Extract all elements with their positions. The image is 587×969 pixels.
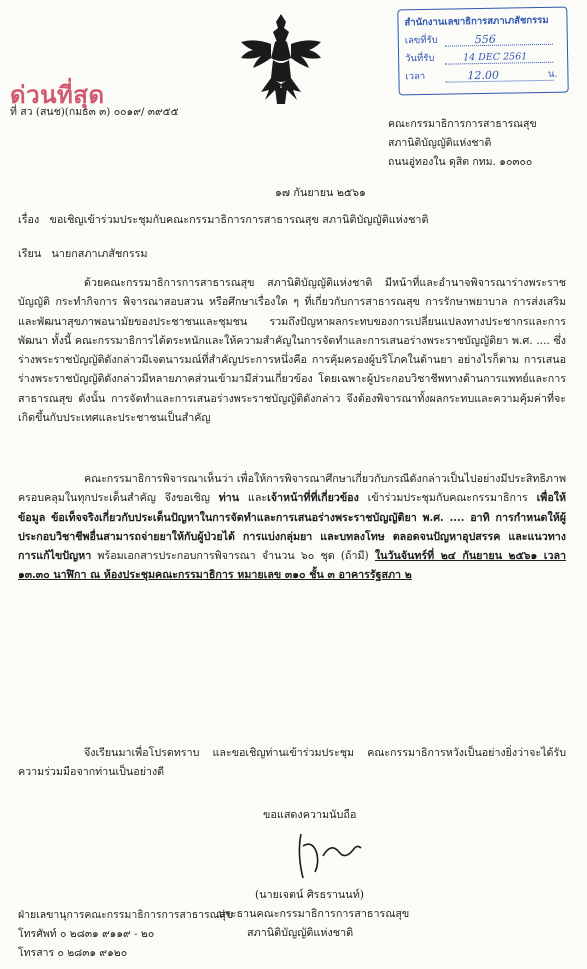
stamp-date-value: 14 DEC 2561 — [463, 51, 528, 64]
letter-date: ๑๗ กันยายน ๒๕๖๑ — [275, 186, 366, 199]
address-line: ถนนอู่ทองใน ดุสิต กทม. ๑๐๓๐๐ — [388, 156, 533, 168]
body-paragraph-2 — [18, 469, 566, 585]
address-line: สภานิติบัญญัติแห่งชาติ — [388, 137, 492, 149]
signer-name: (นายเจตน์ ศิรธรานนท์) — [255, 888, 365, 901]
stamp-time-value: 12.00 — [467, 68, 500, 83]
receipt-stamp — [397, 7, 568, 96]
recipient-label: เรียน — [18, 247, 42, 260]
sender-address — [388, 115, 537, 172]
paragraph-text: คณะกรรมาธิการพิจารณาเห็นว่า เพื่อให้การพิจารณาศึกษาเกี่ยวกับกรณีดังกล่าวเป็นไปอย่างมีประสิทธิภาพครอบคลุมในทุกประเด็นสำคัญ จึงขอเชิญ — [18, 472, 567, 505]
closing-phrase: ขอแสดงความนับถือ — [263, 808, 357, 821]
footer-phone: โทรศัพท์ ๐ ๒๘๓๑ ๙๑๑๙ - ๒๐ — [18, 928, 155, 940]
body-paragraph-1 — [18, 273, 566, 427]
recipient-text: นายกสภาเภสัชกรรม — [51, 247, 148, 260]
paragraph-text: เข้าร่วมประชุมกับคณะกรรมาธิการ — [358, 491, 537, 505]
subject-text: ขอเชิญเข้าร่วมประชุมกับคณะกรรมาธิการการสาธารณสุข สภานิติบัญญัติแห่งชาติ — [49, 213, 429, 226]
stamp-no-value: 556 — [474, 32, 496, 47]
stamp-time-label: เวลา — [405, 71, 426, 83]
garuda-emblem-icon — [235, 10, 327, 110]
stamp-time-suffix: น. — [547, 68, 558, 80]
stamp-date-label: วันที่รับ — [405, 52, 435, 65]
meeting-details: ในวันจันทร์ที่ ๒๔ กันยายน ๒๕๖๑ เวลา ๑๓.๓๐ นาฬิกา ณ ห้องประชุมคณะกรรมาธิการ หมายเลข ๓๑๐ ชั้น ๓ อาคารรัฐสภา ๒ — [18, 549, 566, 582]
address-line: คณะกรรมาธิการการสาธารณสุข — [388, 118, 537, 130]
recipient-line — [18, 245, 148, 262]
stamp-title: สำนักงานเลขาธิการสภาเภสัชกรรม — [404, 14, 549, 29]
signer-organization: สภานิติบัญญัติแห่งชาติ — [247, 926, 354, 939]
paragraph-text: และ — [239, 491, 268, 505]
footer-office: ฝ่ายเลขานุการคณะกรรมาธิการการสาธารณสุข — [18, 909, 233, 921]
bold-text: ท่าน — [218, 491, 240, 505]
document-number: ที่ สว (สนช)(กมธ๓ ๓) ๐๐๑๙/ ๓๙๕๕ — [10, 106, 179, 118]
paragraph-text: ด้วยคณะกรรมาธิการการสาธารณสุข สภานิติบัญญัติแห่งชาติ มีหน้าที่และอำนาจพิจารณาร่างพระราชบัญญัติ กระทำกิจการ พิจารณาสอบสวน หรือศึกษาเรื่องใด ๆ ที่เกี่ยวกับการสาธารณสุข การรักษาพยาบาล การส่งเสริมและพัฒนาสุขภาพอนามัยของประชาชนและชุมชน รวมถึงปัญหาผลกระทบของการเปลี่ยนแปลงทางประชากรและการพัฒนา ทั้งนี้ คณะกรรมาธิการได้ตระหนักและให้ความสำคัญในการจัดทำและการเสนอร่างพระราชบัญญัติยา พ.ศ. .... ซึ่งร่างพระราชบัญญัติดังกล่าวมีเจตนารมณ์ที่สำคัญประการหนึ่งคือ การคุ้มครองผู้บริโภคในด้านยา อย่างไรก็ตาม การเสนอร่างพระราชบัญญัติดังกล่าวมีหลายภาคส่วนเข้ามามีส่วนเกี่ยวข้อง โดยเฉพาะผู้ประกอบวิชาชีพทางด้านการแพทย์และการสาธารณสุข ดังนั้น การจัดทำและการเสนอร่างพระราชบัญญัติดังกล่าว จึงต้องพิจารณาทั้งผลกระทบและความคุ้มค่าที่จะเกิดขึ้นกับประเทศและประชาชนเป็นสำคัญ — [18, 276, 566, 425]
paragraph-text: พร้อมเอกสารประกอบการพิจารณา จำนวน ๖๐ ชุด (ถ้ามี) — [91, 549, 375, 563]
footer-fax: โทรสาร ๐ ๒๘๓๑ ๙๑๒๐ — [18, 947, 128, 959]
bold-text: เพื่อให้ข้อมูล ข้อเท็จจริงเกี่ยวกับประเด็นปัญหาในการจัดทำและการเสนอร่างพระราชบัญญัติยา พ.ศ. .... อาทิ การกำหนดให้ผู้ประกอบวิชาชีพอื่นสามารถจ่ายยาให้กับผู้ป่วยได้ การแบ่งกลุ่มยา และบทลงโทษ ตลอดจนปัญหาอุปสรรค และแนวทางการแก้ไขปัญหา — [18, 491, 567, 563]
signature — [287, 826, 367, 882]
stamp-no-label: เลขที่รับ — [404, 34, 438, 47]
footer-contact — [18, 906, 233, 963]
subject-line — [18, 211, 428, 228]
bold-text: เจ้าหน้าที่ที่เกี่ยวข้อง — [267, 491, 359, 505]
body-paragraph-3 — [18, 743, 566, 782]
paragraph-text: จึงเรียนมาเพื่อโปรดทราบ และขอเชิญท่านเข้าร่วมประชุม คณะกรรมาธิการหวังเป็นอย่างยิ่งว่าจะได้รับความร่วมมือจากท่านเป็นอย่างดี — [18, 746, 566, 779]
urgent-label: ด่วนที่สุด — [10, 80, 105, 109]
signer-position: ประธานคณะกรรมาธิการการสาธารณสุข — [218, 907, 410, 920]
subject-label: เรื่อง — [18, 213, 40, 226]
